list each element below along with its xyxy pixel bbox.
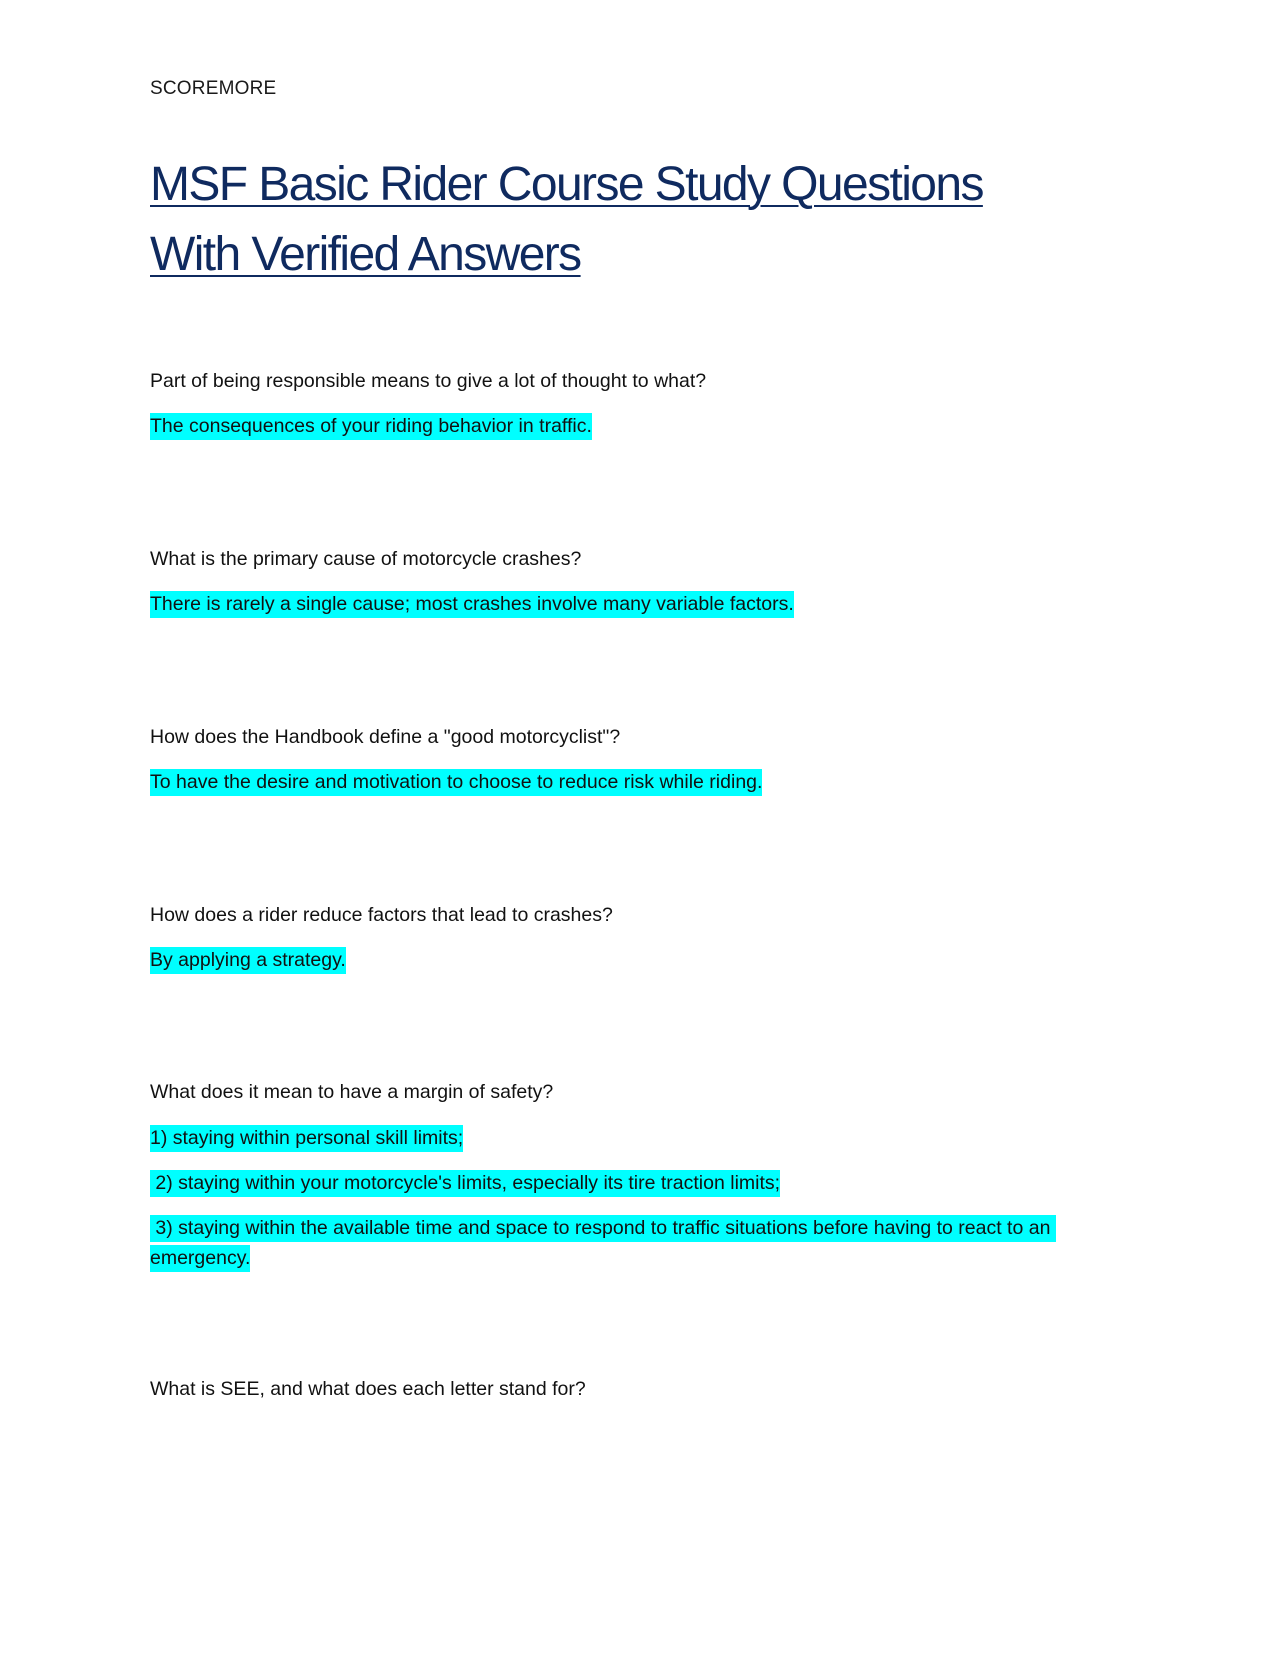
question-1: Part of being responsible means to give a lot of thought to what? (150, 370, 707, 392)
answer-3-text: To have the desire and motivation to choose to reduce risk while riding. (150, 769, 762, 796)
question-6: What is SEE, and what does each letter stand for? (150, 1378, 586, 1400)
answer-1 (150, 411, 592, 441)
answer-1-text: The consequences of your riding behavior in traffic. (150, 413, 592, 440)
answer-3 (150, 767, 762, 797)
answer-5-part-2-text: 2) staying within your motorcycle's limits, especially its tire traction limits; (150, 1170, 780, 1197)
question-5: What does it mean to have a margin of safety? (150, 1081, 554, 1103)
answer-4-text: By applying a strategy. (150, 947, 346, 974)
document-title[interactable] (150, 150, 1150, 290)
answer-5-part-3 (150, 1213, 1110, 1273)
title-line-2[interactable]: With Verified Answers (150, 228, 581, 281)
answer-2-text: There is rarely a single cause; most crashes involve many variable factors. (150, 591, 794, 618)
answer-5-part-1 (150, 1123, 463, 1153)
answer-4 (150, 945, 346, 975)
answer-5-part-3-text: 3) staying within the available time and space to respond to traffic situations before having to react to an emergency. (150, 1215, 1056, 1272)
answer-5-part-2 (150, 1168, 780, 1198)
answer-2 (150, 589, 794, 619)
title-line-1[interactable]: MSF Basic Rider Course Study Questions (150, 158, 983, 211)
answer-5-part-1-text: 1) staying within personal skill limits; (150, 1125, 463, 1152)
question-2: What is the primary cause of motorcycle crashes? (150, 548, 582, 570)
question-3: How does the Handbook define a "good motorcyclist"? (150, 726, 621, 748)
header-brand: SCOREMORE (150, 78, 277, 99)
question-4: How does a rider reduce factors that lead to crashes? (150, 904, 613, 926)
